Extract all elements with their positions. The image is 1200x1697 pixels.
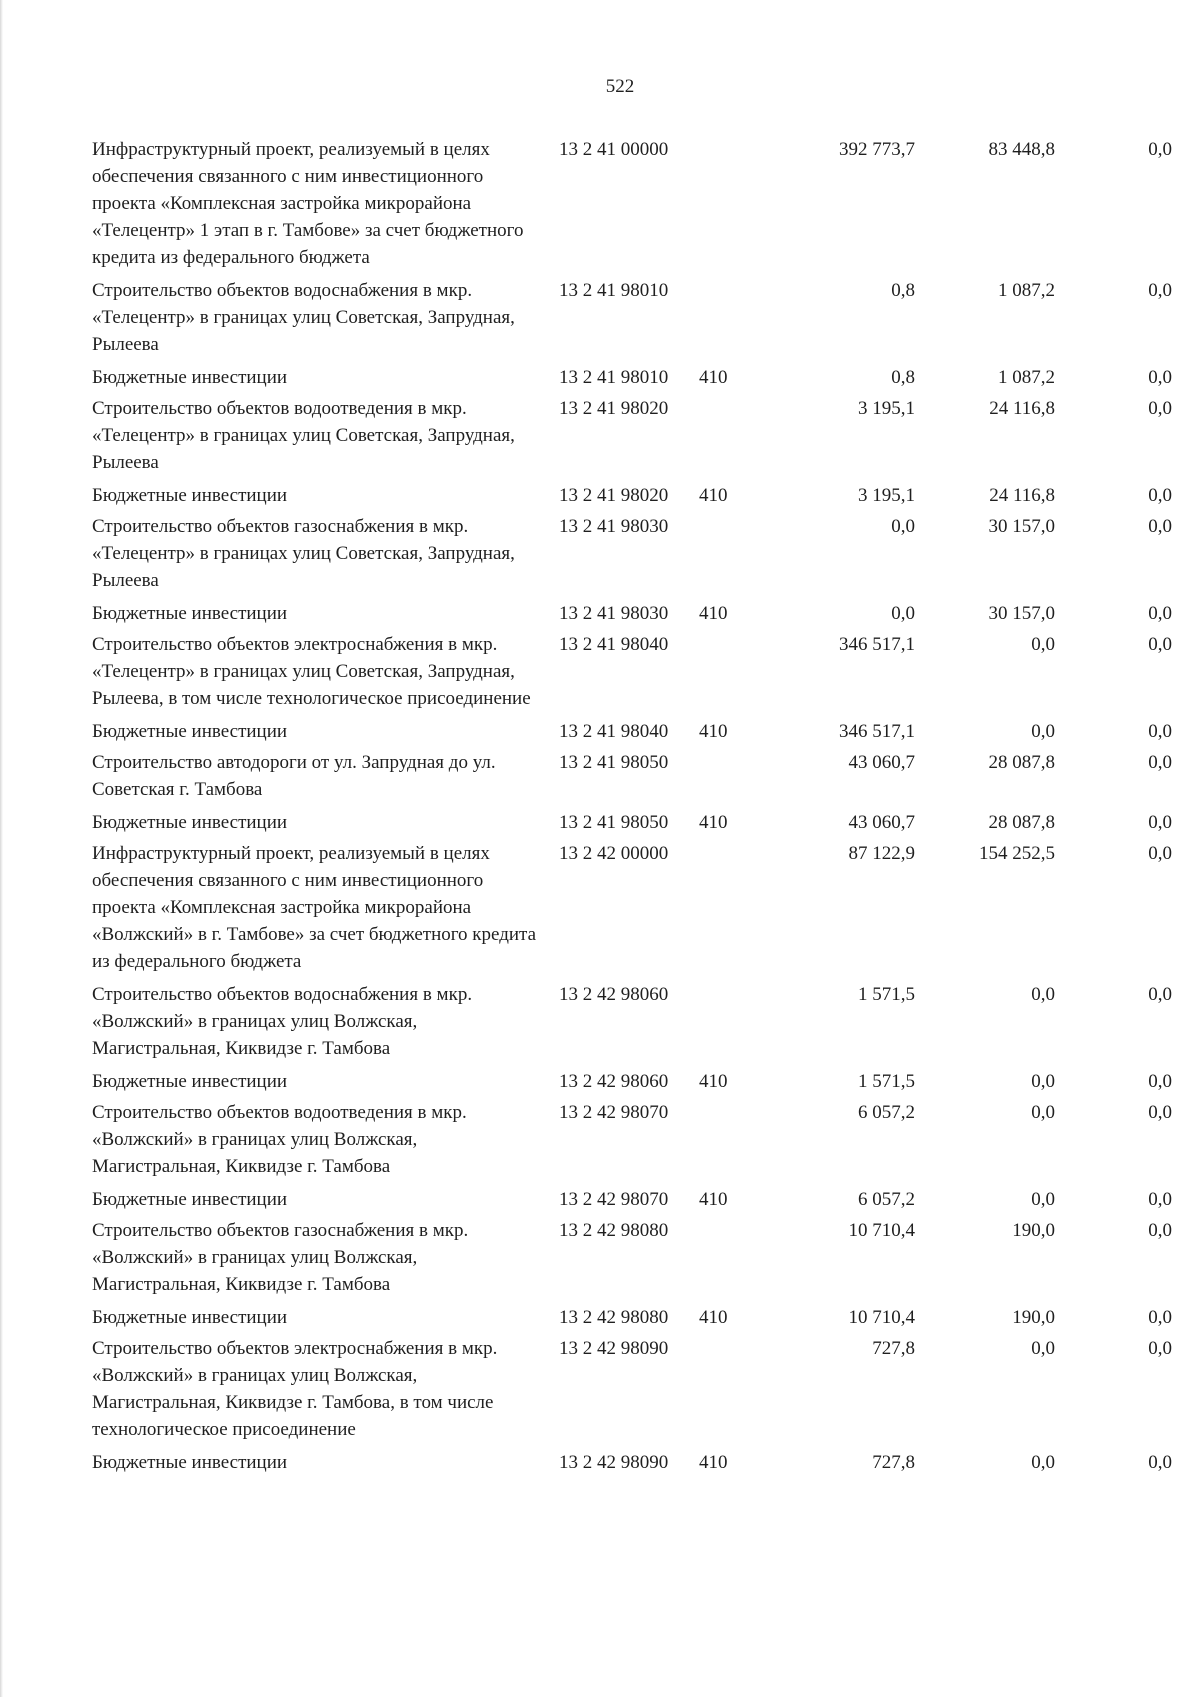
row-value-2: 24 116,8	[989, 398, 1055, 419]
row-code: 13 2 42 98080	[559, 1307, 669, 1328]
row-value-3: 0,0	[1148, 1307, 1172, 1328]
row-vr: 410	[699, 1307, 728, 1328]
row-vr	[699, 749, 755, 809]
row-code: 13 2 41 00000	[559, 139, 669, 160]
row-vr	[699, 1217, 755, 1304]
row-vr: 410	[699, 1071, 728, 1092]
row-value-1: 6 057,2	[858, 1102, 915, 1123]
row-code: 13 2 41 98030	[559, 603, 669, 624]
table-row	[92, 277, 1172, 364]
row-vr: 410	[699, 812, 728, 833]
row-name: Бюджетные инвестиции	[92, 1189, 288, 1210]
table-row	[92, 1304, 1172, 1335]
row-value-3: 0,0	[1148, 398, 1172, 419]
row-code: 13 2 41 98020	[559, 485, 669, 506]
table-row	[92, 1335, 1172, 1449]
row-name: Инфраструктурный проект, реализуемый в целях обеспечения связанного с ним инвестиционного проекта «Комплексная застройка микрорайона «Волжский» в г. Тамбове» за счет бюджетного кредита из федерального бюджета	[92, 843, 537, 972]
row-name: Строительство автодороги от ул. Запрудная до ул. Советская г. Тамбова	[92, 752, 496, 800]
row-value-1: 727,8	[872, 1452, 915, 1473]
row-value-1: 0,0	[891, 603, 915, 624]
row-code: 13 2 42 98090	[559, 1452, 669, 1473]
row-name: Бюджетные инвестиции	[92, 485, 288, 506]
row-vr: 410	[699, 485, 728, 506]
row-value-3: 0,0	[1148, 516, 1172, 537]
row-value-2: 0,0	[1031, 634, 1055, 655]
budget-table	[92, 136, 1172, 1480]
row-name: Бюджетные инвестиции	[92, 1307, 288, 1328]
table-row	[92, 1217, 1172, 1304]
row-code: 13 2 42 98070	[559, 1189, 669, 1210]
table-row	[92, 1099, 1172, 1186]
row-value-1: 3 195,1	[858, 398, 915, 419]
row-value-3: 0,0	[1148, 812, 1172, 833]
row-value-2: 0,0	[1031, 1102, 1055, 1123]
row-value-2: 0,0	[1031, 1452, 1055, 1473]
table-row	[92, 513, 1172, 600]
row-name: Строительство объектов водоотведения в мкр. «Телецентр» в границах улиц Советская, Запрудная, Рылеева	[92, 398, 515, 473]
table-row	[92, 600, 1172, 631]
row-value-3: 0,0	[1148, 634, 1172, 655]
row-name: Бюджетные инвестиции	[92, 721, 288, 742]
row-value-2: 0,0	[1031, 721, 1055, 742]
row-vr	[699, 513, 755, 600]
table-row	[92, 809, 1172, 840]
row-value-1: 43 060,7	[848, 752, 915, 773]
row-value-1: 87 122,9	[848, 843, 915, 864]
row-name: Строительство объектов водоотведения в мкр. «Волжский» в границах улиц Волжская, Магистральная, Киквидзе г. Тамбова	[92, 1102, 467, 1177]
row-value-2: 190,0	[1012, 1307, 1055, 1328]
row-value-3: 0,0	[1148, 843, 1172, 864]
row-code: 13 2 42 98080	[559, 1220, 669, 1241]
table-row	[92, 749, 1172, 809]
row-vr: 410	[699, 721, 728, 742]
row-value-2: 24 116,8	[989, 485, 1055, 506]
row-value-1: 346 517,1	[839, 721, 915, 742]
table-body	[92, 136, 1172, 1480]
row-vr: 410	[699, 1452, 728, 1473]
table-row	[92, 981, 1172, 1068]
row-value-3: 0,0	[1148, 721, 1172, 742]
row-code: 13 2 41 98030	[559, 516, 669, 537]
row-code: 13 2 41 98010	[559, 367, 669, 388]
row-vr	[699, 395, 755, 482]
row-code: 13 2 41 98010	[559, 280, 669, 301]
row-code: 13 2 42 98090	[559, 1338, 669, 1359]
page-number: 522	[605, 76, 635, 97]
row-value-1: 10 710,4	[848, 1220, 915, 1241]
row-code: 13 2 42 00000	[559, 843, 669, 864]
row-value-1: 3 195,1	[858, 485, 915, 506]
row-name: Бюджетные инвестиции	[92, 812, 288, 833]
row-value-3: 0,0	[1148, 1452, 1172, 1473]
row-value-3: 0,0	[1148, 367, 1172, 388]
row-code: 13 2 42 98070	[559, 1102, 669, 1123]
table-row	[92, 1068, 1172, 1099]
row-vr: 410	[699, 1189, 728, 1210]
row-name: Строительство объектов водоснабжения в мкр. «Волжский» в границах улиц Волжская, Магистральная, Киквидзе г. Тамбова	[92, 984, 473, 1059]
row-code: 13 2 41 98050	[559, 752, 669, 773]
table-row	[92, 1186, 1172, 1217]
row-value-3: 0,0	[1148, 1338, 1172, 1359]
row-value-2: 0,0	[1031, 1071, 1055, 1092]
scan-edge	[0, 0, 3, 1697]
row-vr	[699, 1335, 755, 1449]
row-vr	[699, 981, 755, 1068]
table-row	[92, 1449, 1172, 1480]
row-value-3: 0,0	[1148, 1071, 1172, 1092]
row-value-3: 0,0	[1148, 752, 1172, 773]
row-value-2: 28 087,8	[988, 752, 1055, 773]
table-row	[92, 364, 1172, 395]
row-value-2: 28 087,8	[988, 812, 1055, 833]
row-value-3: 0,0	[1148, 1189, 1172, 1210]
row-value-2: 83 448,8	[988, 139, 1055, 160]
row-value-1: 0,8	[891, 280, 915, 301]
row-value-1: 6 057,2	[858, 1189, 915, 1210]
row-code: 13 2 41 98050	[559, 812, 669, 833]
row-name: Бюджетные инвестиции	[92, 1071, 288, 1092]
row-value-1: 10 710,4	[848, 1307, 915, 1328]
row-code: 13 2 41 98040	[559, 634, 669, 655]
row-value-3: 0,0	[1148, 1102, 1172, 1123]
row-code: 13 2 41 98020	[559, 398, 669, 419]
table-row	[92, 840, 1172, 981]
row-value-2: 190,0	[1012, 1220, 1055, 1241]
row-value-2: 0,0	[1031, 1189, 1055, 1210]
table-row	[92, 718, 1172, 749]
row-value-3: 0,0	[1148, 1220, 1172, 1241]
row-value-3: 0,0	[1148, 984, 1172, 1005]
row-value-1: 392 773,7	[839, 139, 915, 160]
row-value-2: 154 252,5	[979, 843, 1055, 864]
row-code: 13 2 42 98060	[559, 1071, 669, 1092]
row-value-1: 43 060,7	[848, 812, 915, 833]
row-name: Бюджетные инвестиции	[92, 1452, 288, 1473]
row-vr	[699, 1099, 755, 1186]
row-vr	[699, 277, 755, 364]
row-value-2: 30 157,0	[988, 516, 1055, 537]
row-value-2: 0,0	[1031, 984, 1055, 1005]
table-row	[92, 395, 1172, 482]
row-code: 13 2 41 98040	[559, 721, 669, 742]
row-code: 13 2 42 98060	[559, 984, 669, 1005]
row-vr	[699, 631, 755, 718]
table-row	[92, 631, 1172, 718]
row-value-1: 1 571,5	[858, 984, 915, 1005]
row-value-1: 727,8	[872, 1338, 915, 1359]
row-name: Строительство объектов электроснабжения в мкр. «Телецентр» в границах улиц Советская, Запрудная, Рылеева, в том числе технологическое присоединение	[92, 634, 531, 709]
row-value-1: 1 571,5	[858, 1071, 915, 1092]
row-name: Строительство объектов электроснабжения в мкр. «Волжский» в границах улиц Волжская, Магистральная, Киквидзе г. Тамбова, в том числе технологическое присоединение	[92, 1338, 498, 1440]
row-name: Бюджетные инвестиции	[92, 367, 288, 388]
row-vr	[699, 840, 755, 981]
row-name: Бюджетные инвестиции	[92, 603, 288, 624]
row-value-2: 30 157,0	[988, 603, 1055, 624]
row-value-2: 0,0	[1031, 1338, 1055, 1359]
row-value-3: 0,0	[1148, 485, 1172, 506]
row-value-3: 0,0	[1148, 603, 1172, 624]
row-name: Строительство объектов газоснабжения в мкр. «Телецентр» в границах улиц Советская, Запрудная, Рылеева	[92, 516, 515, 591]
table-row	[92, 482, 1172, 513]
row-name: Строительство объектов газоснабжения в мкр. «Волжский» в границах улиц Волжская, Магистральная, Киквидзе г. Тамбова	[92, 1220, 469, 1295]
row-value-3: 0,0	[1148, 139, 1172, 160]
row-vr	[699, 136, 755, 277]
row-name: Строительство объектов водоснабжения в мкр. «Телецентр» в границах улиц Советская, Запрудная, Рылеева	[92, 280, 515, 355]
row-value-1: 0,8	[891, 367, 915, 388]
row-value-2: 1 087,2	[998, 280, 1055, 301]
row-value-3: 0,0	[1148, 280, 1172, 301]
row-value-2: 1 087,2	[998, 367, 1055, 388]
row-value-1: 346 517,1	[839, 634, 915, 655]
row-vr: 410	[699, 367, 728, 388]
row-value-1: 0,0	[891, 516, 915, 537]
table-row	[92, 136, 1172, 277]
row-vr: 410	[699, 603, 728, 624]
row-name: Инфраструктурный проект, реализуемый в целях обеспечения связанного с ним инвестиционного проекта «Комплексная застройка микрорайона «Телецентр» 1 этап в г. Тамбове» за счет бюджетного кредита из федерального бюджета	[92, 139, 524, 268]
